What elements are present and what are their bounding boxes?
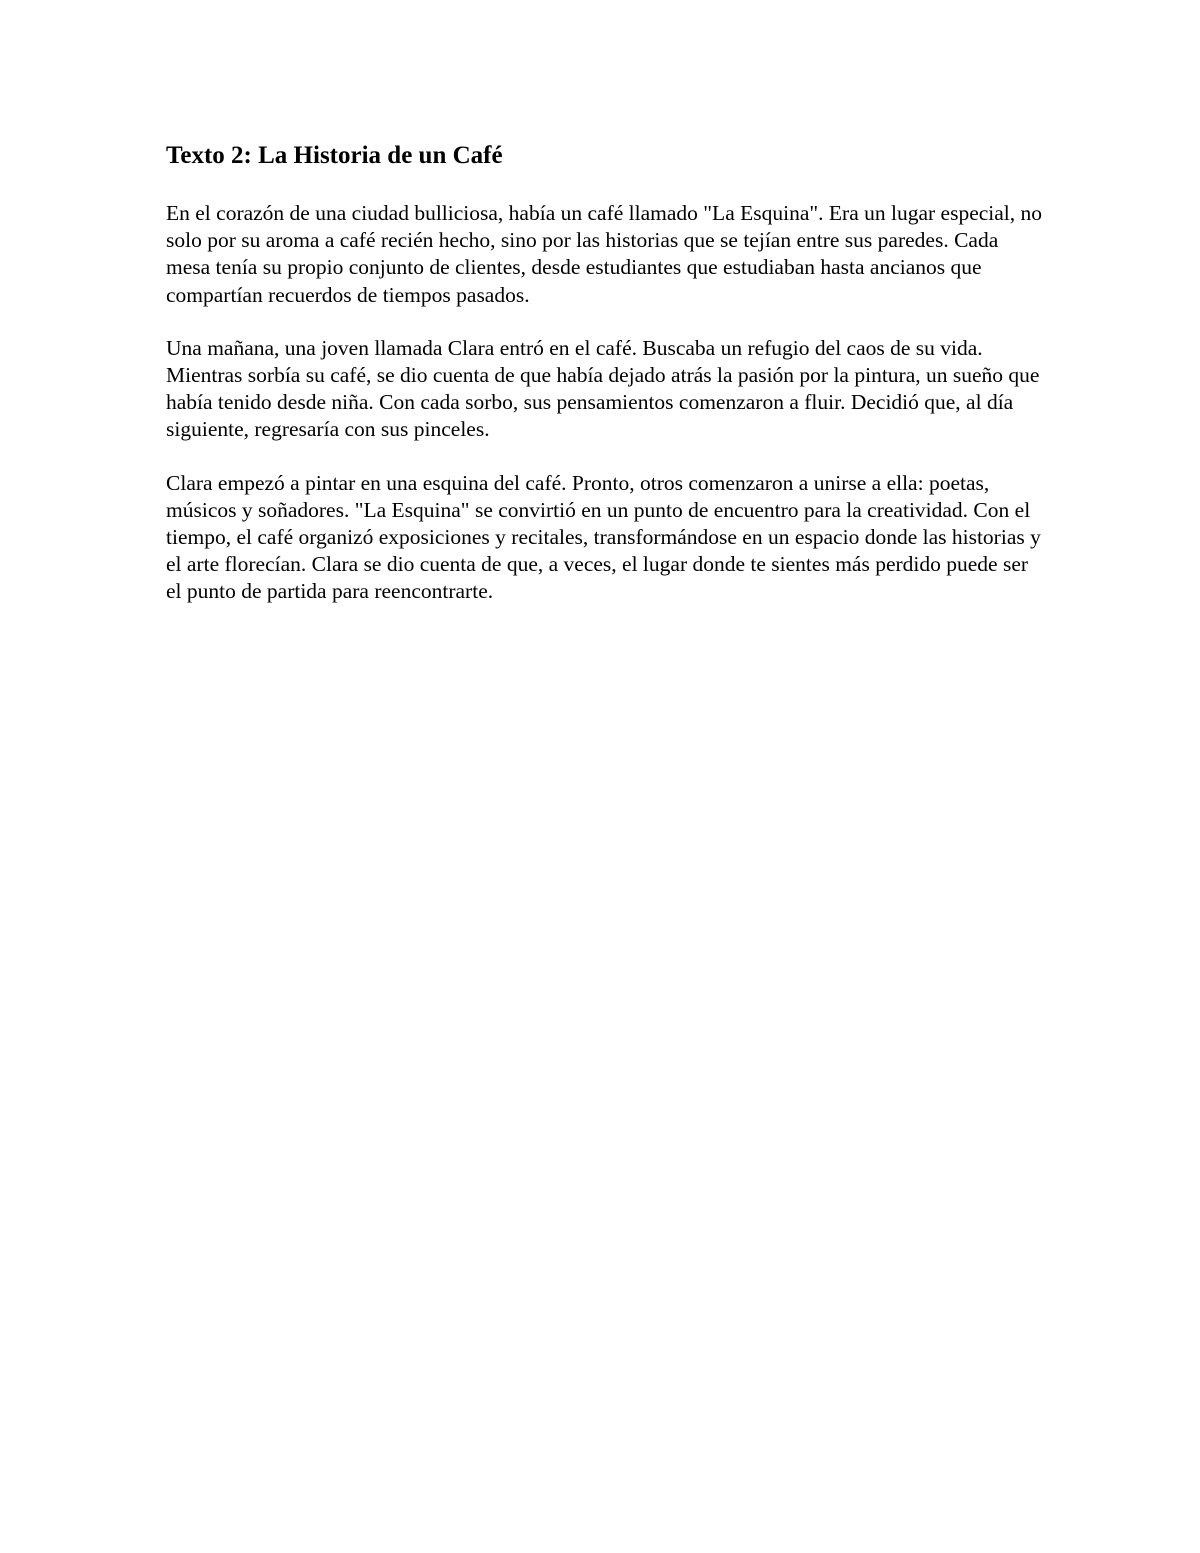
paragraph-2: Una mañana, una joven llamada Clara entró en el café. Buscaba un refugio del caos de su vida. Mientras sorbía su café, se dio cuenta de que había dejado atrás la pasión por la pintura, un sueño que había tenido desde niña. Con cada sorbo, sus pensamientos comenzaron a fluir. Decidió que, al día siguiente, regresaría con sus pinceles. (166, 335, 1040, 442)
paragraph-1: En el corazón de una ciudad bulliciosa, había un café llamado "La Esquina". Era un lugar especial, no solo por su aroma a café recién hecho, sino por las historias que se tejían entre sus paredes. Cada mesa tenía su propio conjunto de clientes, desde estudiantes que estudiaban hasta ancianos que compartían recuerdos de tiempos pasados. (166, 201, 1043, 307)
document-title: Texto 2: La Historia de un Café (166, 142, 503, 169)
document-content (166, 140, 1046, 632)
paragraph-3: Clara empezó a pintar en una esquina del café. Pronto, otros comenzaron a unirse a ella: poetas, músicos y soñadores. "La Esquina" se convirtió en un punto de encuentro para la creatividad. Con el tiempo, el café organizó exposiciones y recitales, transformándose en un espacio donde las historias y el arte florecían. Clara se dio cuenta de que, a veces, el lugar donde te sientes más perdido puede ser el punto de partida para reencontrarte. (166, 470, 1041, 604)
